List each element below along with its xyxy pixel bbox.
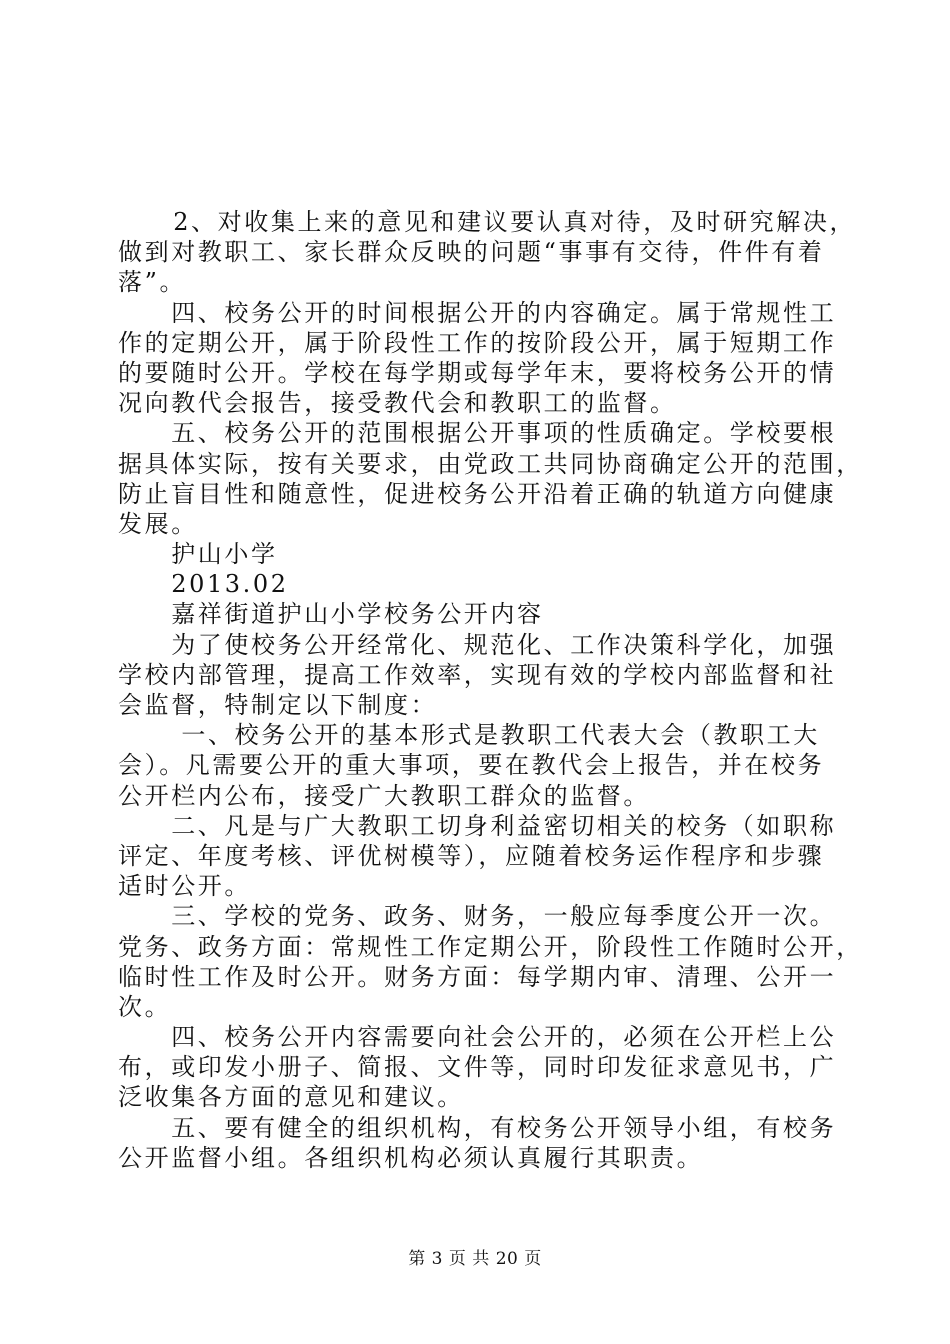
document-body (118, 207, 863, 1173)
text-line: 公开栏内公布，接受广大教职工群众的监督。 (118, 781, 650, 810)
text-line: 一、校务公开的基本形式是教职工代表大会（教职工大 (118, 721, 820, 750)
text-line: 五、校务公开的范围根据公开事项的性质确定。学校要根 (118, 419, 837, 448)
signature-date: 2013.02 (118, 570, 289, 599)
text-line: 适时公开。 (118, 872, 251, 901)
text-line: 次。 (118, 992, 172, 1021)
text-line: 发展。 (118, 509, 198, 538)
signature-school: 护山小学 (118, 540, 278, 569)
text-line: 党务、政务方面：常规性工作定期公开，阶段性工作随时公开， (118, 932, 863, 961)
text-line: 落”。 (118, 268, 187, 297)
text-line: 五、要有健全的组织机构，有校务公开领导小组，有校务 (118, 1113, 837, 1142)
text-line: 防止盲目性和随意性，促进校务公开沿着正确的轨道方向健康 (118, 479, 837, 508)
text-line: 临时性工作及时公开。财务方面：每学期内审、清理、公开一 (118, 962, 837, 991)
text-line: 学校内部管理，提高工作效率，实现有效的学校内部监督和社 (118, 660, 837, 689)
text-line: 做到对教职工、家长群众反映的问题“事事有交待，件件有着 (118, 238, 825, 267)
text-line: 评定、年度考核、评优树模等），应随着校务运作程序和步骤 (118, 841, 825, 870)
text-line: 布，或印发小册子、简报、文件等，同时印发征求意见书，广 (118, 1053, 837, 1082)
text-line: 况向教代会报告，接受教代会和教职工的监督。 (118, 389, 677, 418)
text-line: 公开监督小组。各组织机构必须认真履行其职责。 (118, 1143, 704, 1172)
page-number-footer: 第 3 页 共 20 页 (408, 1249, 542, 1269)
text-line: 四、校务公开内容需要向社会公开的，必须在公开栏上公 (118, 1023, 837, 1052)
text-line: 作的定期公开，属于阶段性工作的按阶段公开，属于短期工作 (118, 328, 837, 357)
text-line: 会）。凡需要公开的重大事项，要在教代会上报告，并在校务 (118, 751, 825, 780)
text-line: 2、对收集上来的意见和建议要认真对待，及时研究解决， (120, 208, 857, 236)
text-line: 三、学校的党务、政务、财务，一般应每季度公开一次。 (118, 902, 837, 931)
text-line: 为了使校务公开经常化、规范化、工作决策科学化，加强 (118, 630, 837, 659)
text-line: 会监督，特制定以下制度： (118, 691, 438, 719)
text-line: 泛收集各方面的意见和建议。 (118, 1083, 464, 1112)
text-line: 的要随时公开。学校在每学期或每学年末，要将校务公开的情 (118, 358, 837, 387)
text-line: 二、凡是与广大教职工切身利益密切相关的校务（如职称 (118, 811, 837, 840)
text-line: 据具体实际，按有关要求，由党政工共同协商确定公开的范围， (118, 449, 863, 478)
section-title: 嘉祥街道护山小学校务公开内容 (118, 600, 544, 629)
text-line: 四、校务公开的时间根据公开的内容确定。属于常规性工 (118, 298, 837, 327)
